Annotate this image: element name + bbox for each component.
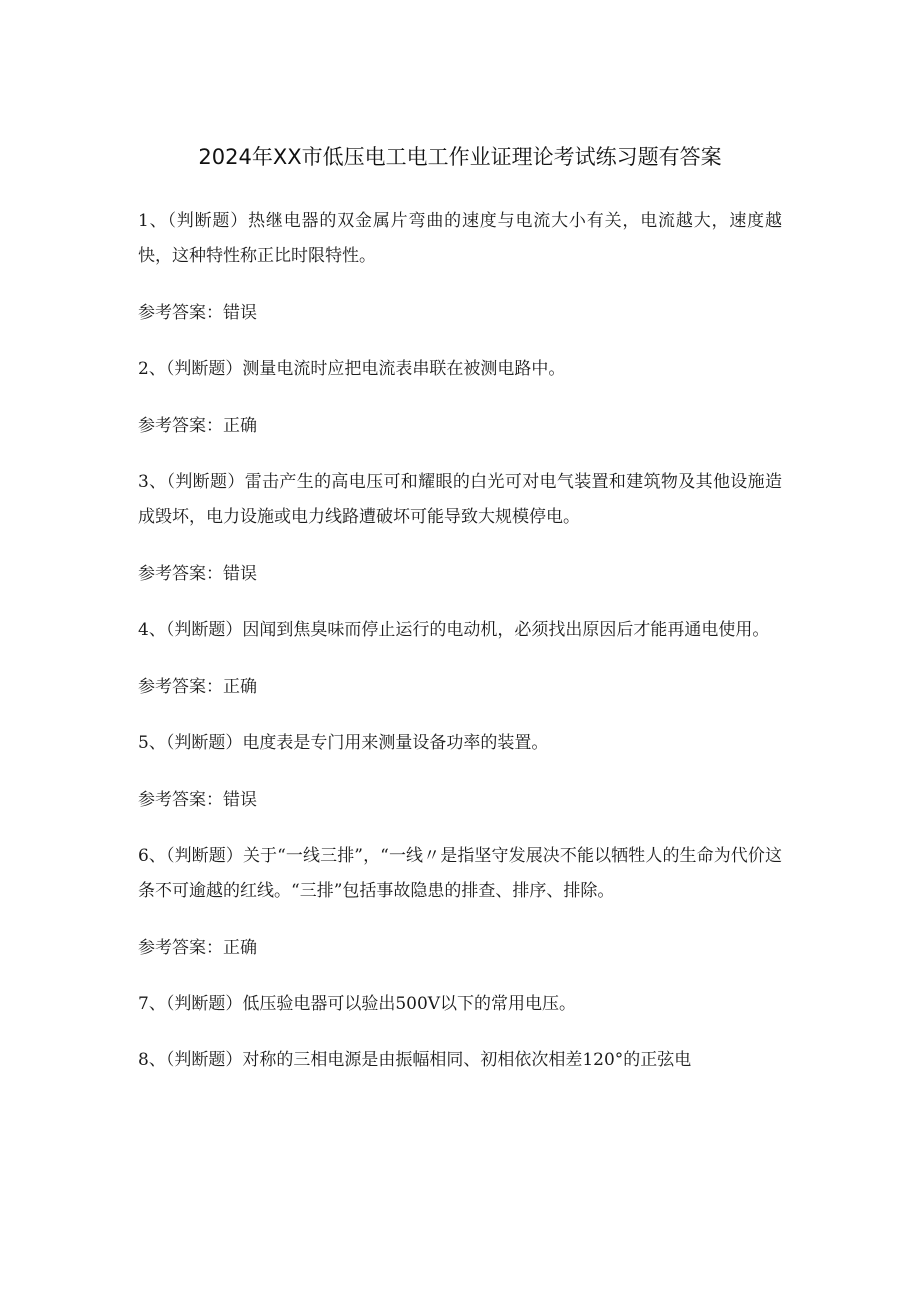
question-item-3: [138, 465, 782, 613]
answer-text: 参考答案：错误: [138, 303, 257, 323]
question-item-6: [138, 839, 782, 987]
question-text: 1、（判断题）热继电器的双金属片弯曲的速度与电流大小有关，电流越大，速度越快，这种特性称正比时限特性。: [138, 211, 782, 266]
question-text: 5、（判断题）电度表是专门用来测量设备功率的装置。: [138, 733, 549, 753]
answer-text: 参考答案：正确: [138, 416, 257, 436]
question-item-8: [138, 1043, 782, 1078]
answer-text: 参考答案：正确: [138, 677, 257, 697]
document-title: 2024年XX市低压电工电工作业证理论考试练习题有答案: [198, 145, 722, 169]
question-text: 2、（判断题）测量电流时应把电流表串联在被测电路中。: [138, 359, 566, 379]
question-item-2: [138, 352, 782, 465]
answer-text: 参考答案：正确: [138, 938, 257, 958]
question-item-1: [138, 204, 782, 352]
question-text: 3、（判断题）雷击产生的高电压可和耀眼的白光可对电气装置和建筑物及其他设施造成毁坏，电力设施或电力线路遭破坏可能导致大规模停电。: [138, 472, 782, 527]
question-item-5: [138, 726, 782, 839]
question-text: 7、（判断题）低压验电器可以验出500V以下的常用电压。: [138, 994, 577, 1014]
question-text: 4、（判断题）因闻到焦臭味而停止运行的电动机，必须找出原因后才能再通电使用。: [138, 620, 770, 640]
answer-text: 参考答案：错误: [138, 790, 257, 810]
answer-text: 参考答案：错误: [138, 564, 257, 584]
question-text: 8、（判断题）对称的三相电源是由振幅相同、初相依次相差120°的正弦电: [138, 1050, 692, 1070]
question-item-4: [138, 613, 782, 726]
question-text: 6、（判断题）关于“一线三排”，“一线〃是指坚守发展决不能以牺牲人的生命为代价这条不可逾越的红线。“三排”包括事故隐患的排查、排序、排除。: [138, 846, 782, 901]
question-item-7: [138, 987, 782, 1043]
question-list: [138, 204, 782, 1078]
